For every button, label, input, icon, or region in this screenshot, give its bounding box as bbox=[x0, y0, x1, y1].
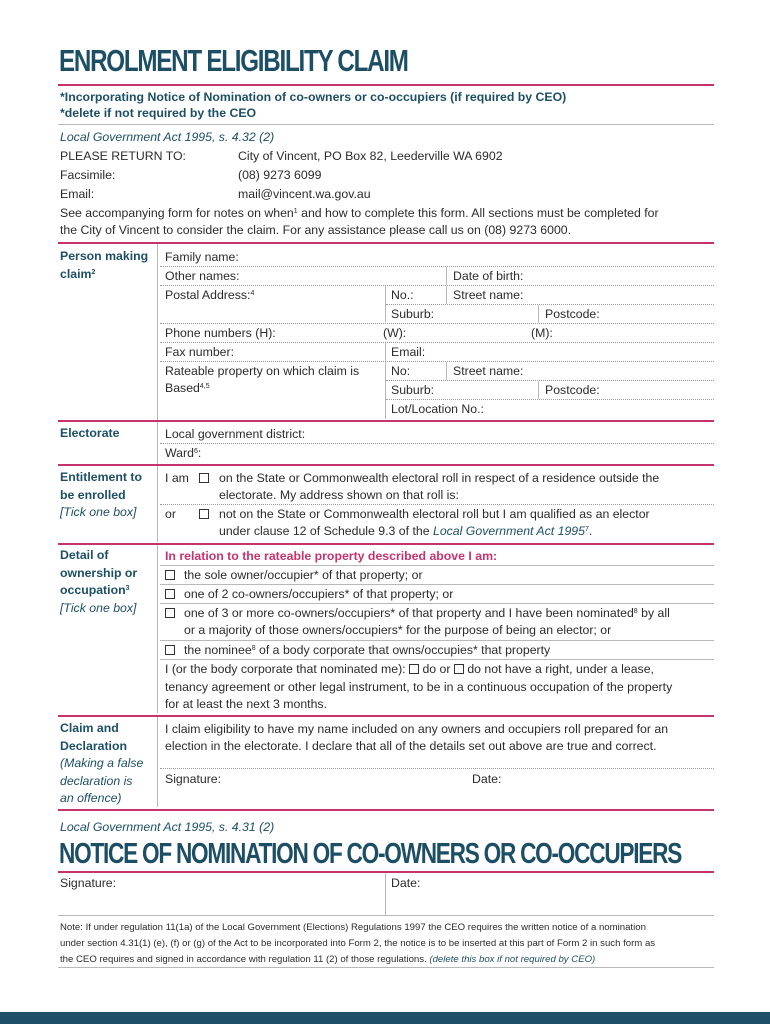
return-label: PLEASE RETURN TO: bbox=[60, 149, 186, 163]
other-names-label: Other names: bbox=[165, 269, 240, 283]
intro-text: See accompanying form for notes on when$^1$ and how to complete this form. All sections must be completed for bbox=[60, 206, 659, 220]
two-coowners-checkbox[interactable] bbox=[165, 589, 175, 599]
notice-date-label: Date: bbox=[391, 876, 421, 890]
ownership-label: Detail of ownership or occupation$^3$ [Tick one box] bbox=[60, 548, 138, 615]
label-column-rule bbox=[157, 545, 158, 713]
dob-label: Date of birth: bbox=[453, 269, 524, 283]
label-column-rule bbox=[157, 466, 158, 542]
entitlement-option2-text-2: under clause 12 of Schedule 9.3 of the Local Government Act 1995$^7$. bbox=[219, 524, 593, 538]
nominee-text: the nominee$^8$ of a body corporate that owns/occupies* that property bbox=[184, 643, 551, 657]
rateable-suburb-label: Suburb: bbox=[391, 383, 435, 397]
label-column-rule bbox=[157, 422, 158, 464]
return-address: City of Vincent, PO Box 82, Leederville WA 6902 bbox=[238, 149, 503, 163]
label-column-rule bbox=[157, 244, 158, 420]
right-statement-2: tenancy agreement or other legal instrument, to be in a continuous occupation of the property bbox=[165, 680, 673, 694]
other-names-field[interactable] bbox=[160, 285, 714, 286]
postal-postcode-label: Postcode: bbox=[545, 307, 600, 321]
section-divider bbox=[58, 809, 714, 811]
notice-date-field[interactable] bbox=[386, 873, 714, 915]
two-coowners-text: one of 2 co-owners/occupiers* of that property; or bbox=[184, 587, 454, 601]
act-reference: Local Government Act 1995, s. 4.32 (2) bbox=[60, 130, 275, 144]
district-field[interactable] bbox=[160, 443, 714, 444]
field-divider bbox=[446, 362, 447, 380]
fax-number-label: Fax number: bbox=[165, 345, 235, 359]
claim-date-label: Date: bbox=[472, 772, 502, 786]
notice-signature-label: Signature: bbox=[60, 876, 117, 890]
rateable-no-label: No: bbox=[391, 364, 411, 378]
do-not-have-right-checkbox[interactable] bbox=[454, 664, 464, 674]
postal-no-label: No.: bbox=[391, 288, 414, 302]
phone-home-label: Phone numbers (H): bbox=[165, 326, 276, 340]
claim-label: Claim and Declaration (Making a false declaration is an offence) bbox=[60, 721, 144, 805]
electorate-label: Electorate bbox=[60, 426, 120, 440]
claim-signature-field[interactable] bbox=[160, 770, 714, 806]
phone-work-label: (W): bbox=[383, 326, 407, 340]
row-divider bbox=[58, 915, 714, 916]
three-plus-coowners-text-2: or a majority of those owners/occupiers* for the purpose of being an elector; or bbox=[184, 623, 612, 637]
rateable-suburb-field[interactable] bbox=[386, 399, 714, 400]
note-line: Note: If under regulation 11(1a) of the Local Government (Elections) Regulations 1997 the CEO requires the written notice of a nomination bbox=[60, 922, 646, 933]
entitlement-option1-checkbox[interactable] bbox=[199, 473, 209, 483]
row-divider bbox=[160, 565, 714, 566]
row-divider bbox=[160, 768, 714, 769]
rateable-property-label: Rateable property on which claim is bbox=[165, 364, 360, 378]
nominee-checkbox[interactable] bbox=[165, 645, 175, 655]
postal-street-label: Street name: bbox=[453, 288, 524, 302]
or-label: or bbox=[165, 507, 176, 521]
claim-signature-label: Signature: bbox=[165, 772, 222, 786]
row-divider bbox=[160, 584, 714, 585]
lot-location-label: Lot/Location No.: bbox=[391, 402, 484, 416]
note-line: the CEO requires and signed in accordance with regulation 11 (2) of those regulations. (delete this box if not required by CEO) bbox=[60, 954, 596, 965]
right-statement-3: for at least the next 3 months. bbox=[165, 697, 327, 711]
notice-title: NOTICE OF NOMINATION OF CO-OWNERS OR CO-OCCUPIERS bbox=[59, 838, 682, 870]
act-reference-2: Local Government Act 1995, s. 4.31 (2) bbox=[60, 820, 275, 834]
divider bbox=[58, 124, 714, 125]
note-line: under section 4.31(1) (e), (f) or (g) of the Act to be incorporated into Form 2, the notice is to be inserted at this part of Form 2 in such form as bbox=[60, 938, 656, 949]
fax-label: Facsimile: bbox=[60, 168, 116, 182]
entitlement-option2-checkbox[interactable] bbox=[199, 509, 209, 519]
electoral-roll-address-field[interactable] bbox=[160, 504, 714, 505]
field-divider bbox=[446, 286, 447, 304]
intro-text-line2: the City of Vincent to consider the claim. For any assistance please call us on (08) 9273 6000. bbox=[60, 223, 572, 237]
postal-suburb-field[interactable] bbox=[160, 323, 714, 324]
postal-street-field[interactable] bbox=[386, 304, 714, 305]
do-have-right-checkbox[interactable] bbox=[409, 664, 419, 674]
entitlement-option2-text: not on the State or Commonwealth electoral roll but I am qualified as an elector bbox=[219, 507, 650, 521]
rateable-based-label: Based$^{4,5}$ bbox=[165, 381, 210, 395]
entitlement-option1-text: on the State or Commonwealth electoral roll in respect of a residence outside the bbox=[219, 471, 660, 485]
form-title: ENROLMENT ELIGIBILITY CLAIM bbox=[59, 43, 408, 78]
right-statement: I (or the body corporate that nominated me): do or do not have a right, under a lease, bbox=[165, 662, 654, 676]
note-box bbox=[60, 920, 715, 968]
person-label: Person making claim$^2$ bbox=[60, 249, 149, 281]
claim-text: I claim eligibility to have my name included on any owners and occupiers roll prepared for an bbox=[165, 722, 669, 736]
label-column-rule bbox=[157, 717, 158, 807]
rateable-postcode-label: Postcode: bbox=[545, 383, 600, 397]
email-value[interactable]: mail@vincent.wa.gov.au bbox=[238, 187, 371, 201]
fax-value: (08) 9273 6099 bbox=[238, 168, 322, 182]
sole-owner-text: the sole owner/occupier* of that property; or bbox=[184, 568, 423, 582]
rateable-street-label: Street name: bbox=[453, 364, 524, 378]
subtitle-incorporating: *Incorporating Notice of Nomination of co-owners or co-occupiers (if required by CEO) bbox=[60, 90, 567, 104]
row-divider bbox=[160, 603, 714, 604]
title-divider bbox=[58, 84, 714, 86]
three-plus-coowners-text: one of 3 or more co-owners/occupiers* of that property and I have been nominated$^8$ by all bbox=[184, 606, 670, 620]
footer-bar bbox=[0, 1012, 770, 1024]
i-am-label: I am bbox=[165, 471, 189, 485]
row-divider bbox=[160, 659, 714, 660]
field-divider bbox=[446, 267, 447, 285]
person-email-label: Email: bbox=[391, 345, 426, 359]
notice-signature-field[interactable] bbox=[58, 873, 385, 915]
field-divider bbox=[538, 305, 539, 323]
ward-label: Ward$^6$: bbox=[165, 446, 202, 460]
claim-text-2: election in the electorate. I declare that all of the details set out above are true and correct. bbox=[165, 739, 657, 753]
row-divider bbox=[160, 640, 714, 641]
postal-suburb-label: Suburb: bbox=[391, 307, 435, 321]
family-name-field[interactable] bbox=[160, 266, 714, 267]
email-label: Email: bbox=[60, 187, 95, 201]
postal-address-label: Postal Address:$^4$ bbox=[165, 288, 255, 302]
row-divider bbox=[58, 967, 714, 968]
field-divider bbox=[385, 343, 386, 419]
three-plus-coowners-checkbox[interactable] bbox=[165, 608, 175, 618]
phone-mobile-label: (M): bbox=[531, 326, 553, 340]
family-name-label: Family name: bbox=[165, 250, 239, 264]
subtitle-delete: *delete if not required by the CEO bbox=[60, 106, 257, 120]
phone-field[interactable] bbox=[160, 342, 714, 343]
ownership-heading: In relation to the rateable property described above I am: bbox=[165, 549, 498, 563]
rateable-street-field[interactable] bbox=[386, 380, 714, 381]
district-label: Local government district: bbox=[165, 427, 306, 441]
entitlement-option1-text-2: electorate. My address shown on that roll is: bbox=[219, 488, 459, 502]
sole-owner-checkbox[interactable] bbox=[165, 570, 175, 580]
entitlement-label: Entitlement to be enrolled [Tick one box] bbox=[60, 470, 142, 519]
fax-email-field[interactable] bbox=[160, 361, 714, 362]
field-divider bbox=[538, 381, 539, 399]
